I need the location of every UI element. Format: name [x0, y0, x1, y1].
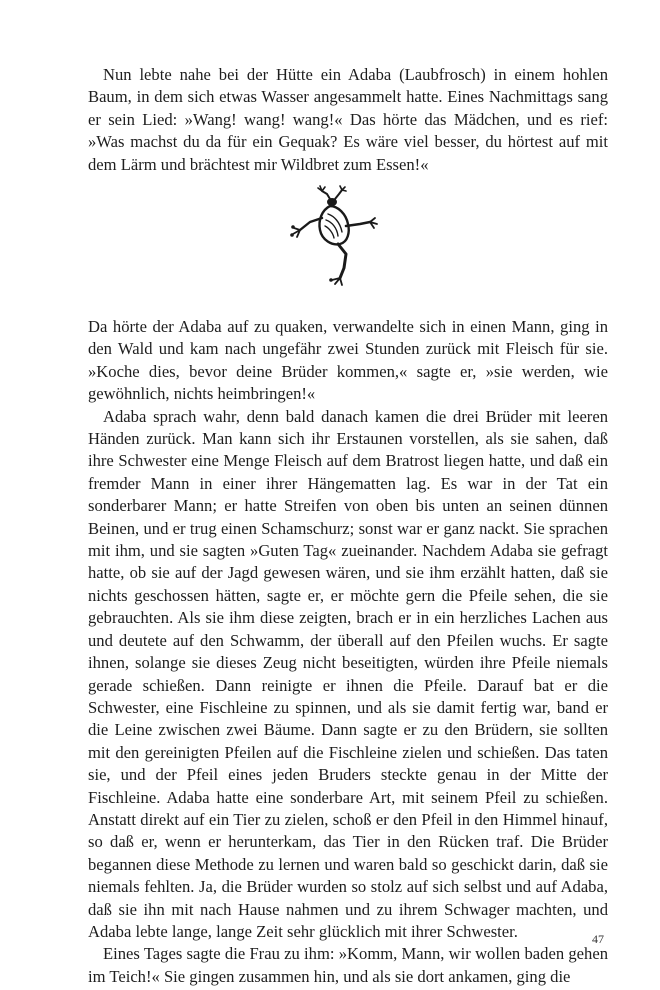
paragraph: Adaba sprach wahr, denn bald danach kamen die drei Brüder mit leeren Händen zurück. Man kann sich ihr Erstaunen vorstellen, als sie sahen, daß ihre Schwester eine Menge Fleisch auf dem Bratrost liegen hatte, und daß ein fremder Mann in einer ihrer Hängematten lag. Es war in der Tat ein sonderbarer Mann; er hatte Streifen von oben bis unten an seinen dünnen Beinen, und er trug einen Schamschurz; sonst war er ganz nackt. Sie sprachen mit ihm, und sie sagten »Guten Tag« zueinander. Nachdem Adaba sie gefragt hatte, ob sie auf der Jagd gewesen wären, und sie ihm erzählt hatten, daß sie nichts geschossen hätten, sagte er, er möchte gern die Pfeile sehen, die sie gebrauchten. Als sie ihm diese zeigten, brach er in ein herzliches Lachen aus und deutete auf den Schwamm, der überall auf den Pfeilen wuchs. Er sagte ihnen, solange sie dieses Zeug nicht beseitigten, würden ihre Pfeile niemals gerade schießen. Dann reinigte er ihnen die Pfeile. Darauf bat er die Schwester, eine Fischleine zu spinnen, und als sie damit fertig war, band er die Leine zwischen zwei Bäume. Dann sagte er zu den Brüdern, sie sollten mit den gereinigten Pfeilen auf die Fischleine zielen und schießen. Das taten sie, und der Pfeil eines jeden Bruders steckte genau in der Mitte der Fischleine. Adaba hatte eine sonderbare Art, mit seinem Pfeil zu schießen. Anstatt direkt auf ein Tier zu zielen, schoß er den Pfeil in den Himmel hinauf, so daß er, wenn er herunterkam, das Tier in den Rücken traf. Die Brüder begannen diese Methode zu lernen und waren bald so geschickt darin, daß sie niemals fehlten. Ja, die Brüder wurden so stolz auf sich selbst und auf Adaba, daß sie ihn mit nach Hause nahmen und zu ihrem Schwager machten, und Adaba lebte lange, lange Zeit sehr glücklich mit ihrer Schwester. — [88, 406, 608, 941]
paragraph: Da hörte der Adaba auf zu quaken, verwandelte sich in einen Mann, ging in den Wald und kam nach ungefähr zwei Stunden zurück mit Fleisch für sie. »Koche dies, bevor deine Brüder kommen,« sagte er, »sie werden, wie gewöhnlich, nichts heimbringen!« — [88, 317, 608, 404]
text-block-top — [88, 64, 608, 176]
page-number: 47 — [592, 932, 604, 946]
paragraph: Eines Tages sagte die Frau zu ihm: »Komm, Mann, wir wollen baden gehen im Teich!« Sie gingen zusammen hin, und als sie dort ankamen, ging die — [88, 944, 608, 986]
paragraph: Nun lebte nahe bei der Hütte ein Adaba (Laubfrosch) in einem hohlen Baum, in dem sich etwas Wasser angesammelt hatte. Eines Nachmittags sang er sein Lied: »Wang! wang! wang!« Das hörte das Mädchen, und es rief: »Was machst du da für ein Gequak? Es wäre viel besser, du hörtest auf mit dem Lärm und brächtest mir Wildbret zum Essen!« — [88, 65, 608, 174]
tree-frog-drawing-icon — [282, 180, 382, 298]
text-block-main — [88, 316, 608, 988]
